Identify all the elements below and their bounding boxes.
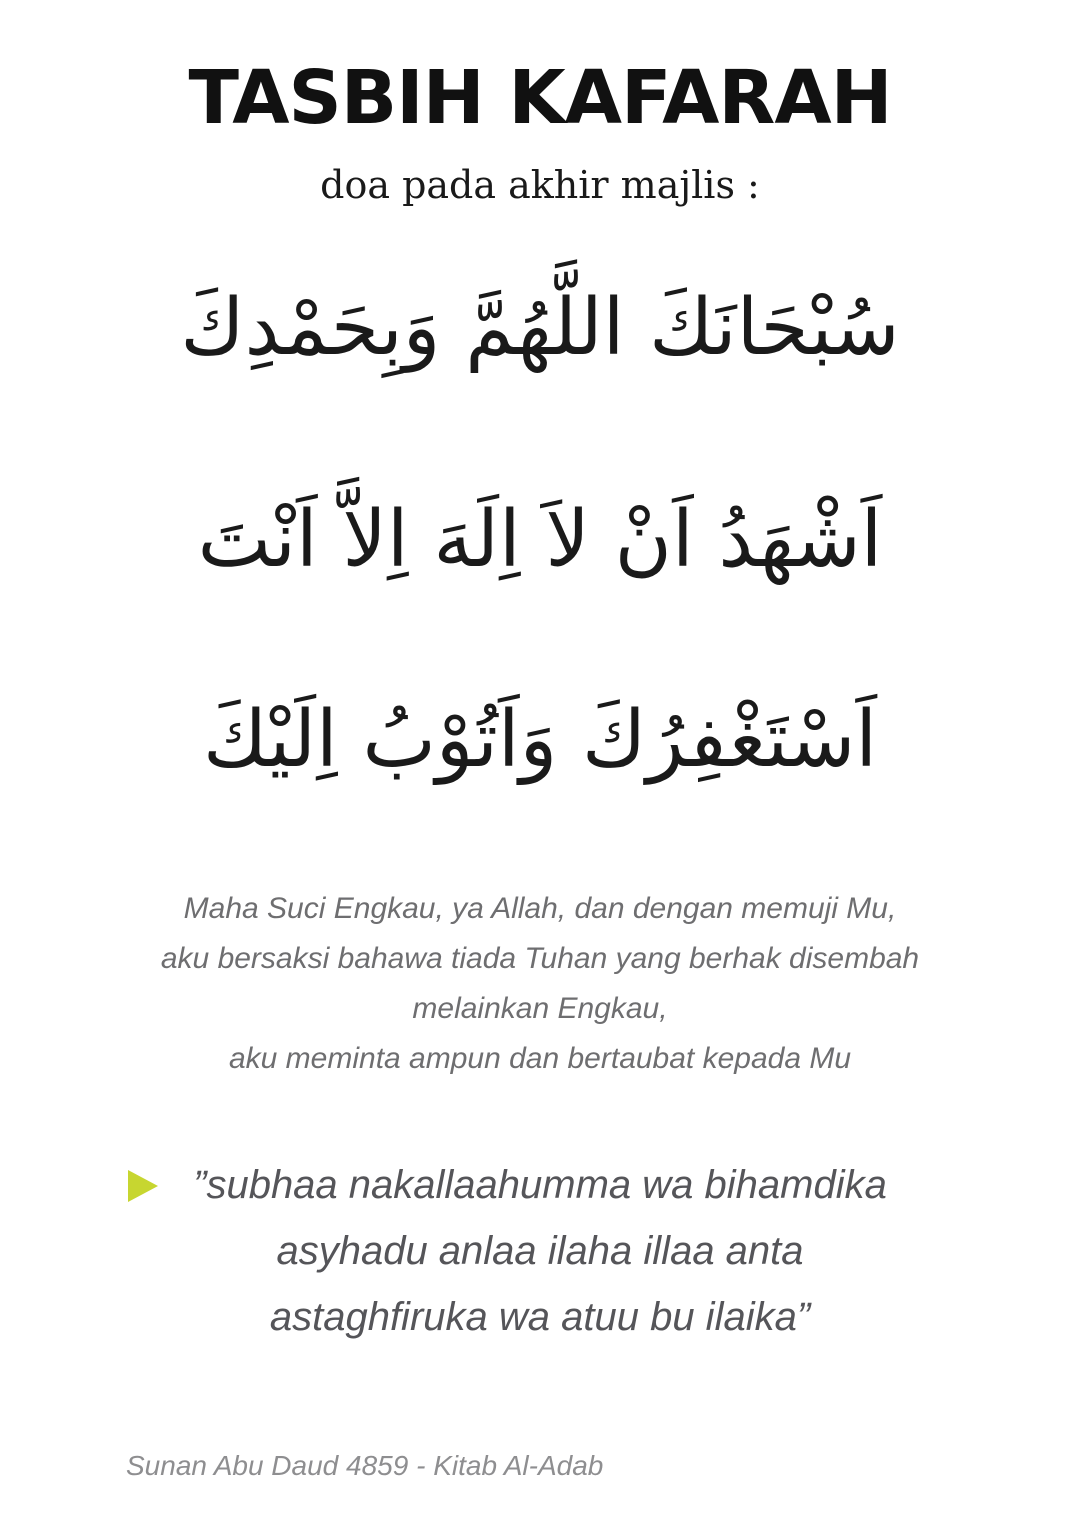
translation-line-3: melainkan Engkau, <box>412 992 668 1025</box>
transliteration-line-3: astaghfiruka wa atuu bu ilaika” <box>269 1295 811 1339</box>
source-citation: Sunan Abu Daud 4859 - Kitab Al-Adab <box>126 1450 604 1481</box>
translation-line-4: aku meminta ampun dan bertaubat kepada Mu <box>228 1042 852 1075</box>
arabic-line-2: اَشْهَدُ اَنْ لاَ اِلَهَ اِلاَّ اَنْتَ <box>197 495 883 585</box>
transliteration-line-2: asyhadu anlaa ilaha illaa anta <box>276 1229 804 1273</box>
page-subtitle: doa pada akhir majlis : <box>320 163 760 207</box>
transliteration-line-1: ”subhaa nakallaahumma wa bihamdika <box>193 1163 887 1207</box>
arabic-line-3: اَسْتَغْفِرُكَ وَاَتُوْبُ اِلَيْكَ <box>202 695 878 785</box>
transliteration-block <box>100 1152 980 1350</box>
translation-block <box>100 884 980 1084</box>
translation-line-1: Maha Suci Engkau, ya Allah, dan dengan memuji Mu, <box>183 892 897 925</box>
page-title: TASBIH KAFARAH <box>188 55 892 141</box>
translation-line-2: aku bersaksi bahawa tiada Tuhan yang berhak disembah <box>160 942 920 975</box>
arabic-line-1: سُبْحَانَكَ اللَّهُمَّ وَبِحَمْدِكَ <box>180 283 900 373</box>
